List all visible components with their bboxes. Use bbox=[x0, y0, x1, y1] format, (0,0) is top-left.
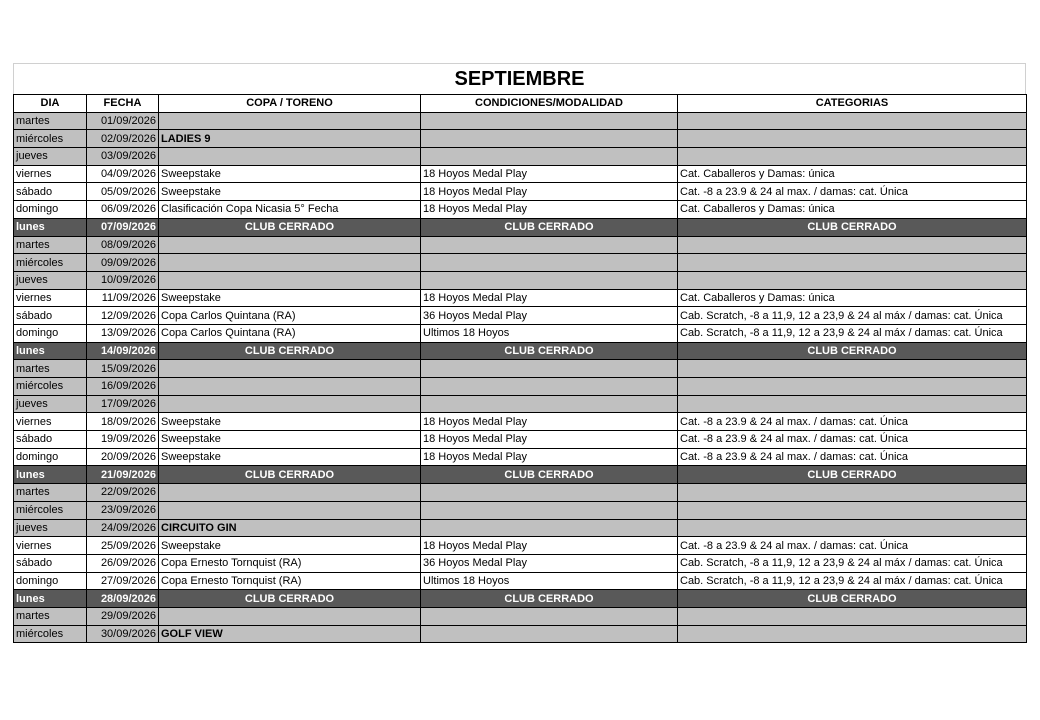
table-row bbox=[14, 625, 1027, 643]
cell-copa: Sweepstake bbox=[159, 413, 421, 431]
header-dia: DIA bbox=[14, 95, 87, 113]
table-row bbox=[14, 165, 1027, 183]
cell-condiciones bbox=[421, 148, 678, 166]
table-row bbox=[14, 378, 1027, 396]
cell-condiciones: 18 Hoyos Medal Play bbox=[421, 201, 678, 219]
schedule-body bbox=[14, 112, 1027, 643]
cell-fecha: 27/09/2026 bbox=[87, 572, 159, 590]
cell-condiciones: 18 Hoyos Medal Play bbox=[421, 537, 678, 555]
cell-fecha: 17/09/2026 bbox=[87, 395, 159, 413]
cell-condiciones: CLUB CERRADO bbox=[421, 590, 678, 608]
cell-fecha: 29/09/2026 bbox=[87, 607, 159, 625]
cell-copa: LADIES 9 bbox=[159, 130, 421, 148]
cell-copa bbox=[159, 271, 421, 289]
cell-fecha: 16/09/2026 bbox=[87, 378, 159, 396]
cell-fecha: 18/09/2026 bbox=[87, 413, 159, 431]
cell-fecha: 20/09/2026 bbox=[87, 448, 159, 466]
cell-fecha: 13/09/2026 bbox=[87, 324, 159, 342]
cell-dia: lunes bbox=[14, 466, 87, 484]
table-row bbox=[14, 607, 1027, 625]
table-row bbox=[14, 466, 1027, 484]
cell-condiciones bbox=[421, 519, 678, 537]
table-row bbox=[14, 342, 1027, 360]
cell-copa: CLUB CERRADO bbox=[159, 342, 421, 360]
cell-categorias bbox=[678, 254, 1027, 272]
cell-fecha: 07/09/2026 bbox=[87, 218, 159, 236]
table-row bbox=[14, 554, 1027, 572]
cell-categorias: CLUB CERRADO bbox=[678, 218, 1027, 236]
cell-copa bbox=[159, 112, 421, 130]
table-row bbox=[14, 324, 1027, 342]
cell-fecha: 26/09/2026 bbox=[87, 554, 159, 572]
cell-categorias: CLUB CERRADO bbox=[678, 466, 1027, 484]
cell-condiciones: 18 Hoyos Medal Play bbox=[421, 183, 678, 201]
cell-dia: viernes bbox=[14, 289, 87, 307]
cell-dia: miércoles bbox=[14, 254, 87, 272]
cell-categorias bbox=[678, 360, 1027, 378]
table-row bbox=[14, 395, 1027, 413]
table-row bbox=[14, 201, 1027, 219]
cell-dia: domingo bbox=[14, 572, 87, 590]
cell-fecha: 15/09/2026 bbox=[87, 360, 159, 378]
cell-dia: martes bbox=[14, 607, 87, 625]
table-row bbox=[14, 307, 1027, 325]
cell-copa: CIRCUITO GIN bbox=[159, 519, 421, 537]
cell-categorias bbox=[678, 130, 1027, 148]
cell-copa: Copa Ernesto Tornquist (RA) bbox=[159, 554, 421, 572]
table-row bbox=[14, 112, 1027, 130]
cell-fecha: 04/09/2026 bbox=[87, 165, 159, 183]
cell-copa: Sweepstake bbox=[159, 448, 421, 466]
cell-copa: Copa Carlos Quintana (RA) bbox=[159, 324, 421, 342]
cell-categorias bbox=[678, 148, 1027, 166]
cell-dia: martes bbox=[14, 112, 87, 130]
cell-copa: CLUB CERRADO bbox=[159, 218, 421, 236]
table-row bbox=[14, 448, 1027, 466]
cell-dia: lunes bbox=[14, 590, 87, 608]
cell-condiciones: Ultimos 18 Hoyos bbox=[421, 324, 678, 342]
cell-fecha: 21/09/2026 bbox=[87, 466, 159, 484]
cell-categorias bbox=[678, 236, 1027, 254]
cell-categorias: Cab. Scratch, -8 a 11,9, 12 a 23,9 & 24 al máx / damas: cat. Única bbox=[678, 554, 1027, 572]
cell-categorias bbox=[678, 625, 1027, 643]
cell-condiciones: 18 Hoyos Medal Play bbox=[421, 289, 678, 307]
cell-fecha: 24/09/2026 bbox=[87, 519, 159, 537]
cell-dia: martes bbox=[14, 484, 87, 502]
cell-condiciones bbox=[421, 254, 678, 272]
cell-categorias: Cat. Caballeros y Damas: única bbox=[678, 201, 1027, 219]
cell-dia: sábado bbox=[14, 554, 87, 572]
cell-condiciones bbox=[421, 378, 678, 396]
cell-categorias: Cat. Caballeros y Damas: única bbox=[678, 165, 1027, 183]
cell-categorias bbox=[678, 271, 1027, 289]
cell-dia: lunes bbox=[14, 342, 87, 360]
cell-fecha: 23/09/2026 bbox=[87, 501, 159, 519]
cell-categorias: Cat. -8 a 23.9 & 24 al max. / damas: cat. Única bbox=[678, 431, 1027, 449]
cell-fecha: 06/09/2026 bbox=[87, 201, 159, 219]
cell-fecha: 25/09/2026 bbox=[87, 537, 159, 555]
cell-copa: GOLF VIEW bbox=[159, 625, 421, 643]
cell-condiciones bbox=[421, 271, 678, 289]
cell-categorias: Cat. -8 a 23.9 & 24 al max. / damas: cat. Única bbox=[678, 537, 1027, 555]
table-row bbox=[14, 254, 1027, 272]
cell-categorias bbox=[678, 519, 1027, 537]
cell-dia: domingo bbox=[14, 201, 87, 219]
cell-condiciones bbox=[421, 625, 678, 643]
cell-dia: viernes bbox=[14, 537, 87, 555]
cell-condiciones: 18 Hoyos Medal Play bbox=[421, 431, 678, 449]
cell-condiciones: 18 Hoyos Medal Play bbox=[421, 165, 678, 183]
cell-dia: miércoles bbox=[14, 130, 87, 148]
cell-copa: CLUB CERRADO bbox=[159, 466, 421, 484]
cell-condiciones bbox=[421, 236, 678, 254]
cell-condiciones bbox=[421, 484, 678, 502]
table-row bbox=[14, 183, 1027, 201]
cell-categorias bbox=[678, 607, 1027, 625]
cell-dia: jueves bbox=[14, 148, 87, 166]
table-row bbox=[14, 236, 1027, 254]
cell-categorias bbox=[678, 501, 1027, 519]
cell-categorias: Cab. Scratch, -8 a 11,9, 12 a 23,9 & 24 al máx / damas: cat. Única bbox=[678, 324, 1027, 342]
cell-condiciones bbox=[421, 112, 678, 130]
cell-copa: Sweepstake bbox=[159, 431, 421, 449]
table-row bbox=[14, 148, 1027, 166]
cell-dia: miércoles bbox=[14, 501, 87, 519]
schedule-sheet bbox=[13, 63, 1026, 643]
cell-dia: jueves bbox=[14, 271, 87, 289]
cell-fecha: 30/09/2026 bbox=[87, 625, 159, 643]
cell-copa: Sweepstake bbox=[159, 537, 421, 555]
cell-categorias: Cab. Scratch, -8 a 11,9, 12 a 23,9 & 24 al máx / damas: cat. Única bbox=[678, 307, 1027, 325]
cell-condiciones: CLUB CERRADO bbox=[421, 218, 678, 236]
cell-fecha: 03/09/2026 bbox=[87, 148, 159, 166]
table-row bbox=[14, 218, 1027, 236]
cell-copa: Sweepstake bbox=[159, 165, 421, 183]
cell-copa bbox=[159, 378, 421, 396]
cell-condiciones bbox=[421, 607, 678, 625]
cell-fecha: 01/09/2026 bbox=[87, 112, 159, 130]
cell-fecha: 19/09/2026 bbox=[87, 431, 159, 449]
cell-copa bbox=[159, 360, 421, 378]
cell-dia: sábado bbox=[14, 307, 87, 325]
cell-dia: viernes bbox=[14, 165, 87, 183]
cell-copa bbox=[159, 236, 421, 254]
table-row bbox=[14, 360, 1027, 378]
cell-dia: miércoles bbox=[14, 625, 87, 643]
cell-condiciones: 18 Hoyos Medal Play bbox=[421, 413, 678, 431]
cell-condiciones: 36 Hoyos Medal Play bbox=[421, 554, 678, 572]
table-row bbox=[14, 537, 1027, 555]
cell-fecha: 22/09/2026 bbox=[87, 484, 159, 502]
cell-fecha: 14/09/2026 bbox=[87, 342, 159, 360]
cell-dia: viernes bbox=[14, 413, 87, 431]
cell-condiciones: Ultimos 18 Hoyos bbox=[421, 572, 678, 590]
cell-condiciones bbox=[421, 395, 678, 413]
cell-copa: Copa Carlos Quintana (RA) bbox=[159, 307, 421, 325]
cell-categorias bbox=[678, 395, 1027, 413]
table-row bbox=[14, 590, 1027, 608]
cell-copa: Sweepstake bbox=[159, 183, 421, 201]
header-copa: COPA / TORENO bbox=[159, 95, 421, 113]
cell-copa bbox=[159, 607, 421, 625]
table-row bbox=[14, 130, 1027, 148]
schedule-table bbox=[13, 94, 1027, 643]
cell-fecha: 08/09/2026 bbox=[87, 236, 159, 254]
table-row bbox=[14, 289, 1027, 307]
cell-copa bbox=[159, 148, 421, 166]
cell-categorias: CLUB CERRADO bbox=[678, 342, 1027, 360]
cell-dia: domingo bbox=[14, 448, 87, 466]
header-categorias: CATEGORIAS bbox=[678, 95, 1027, 113]
table-row bbox=[14, 519, 1027, 537]
cell-fecha: 09/09/2026 bbox=[87, 254, 159, 272]
cell-dia: domingo bbox=[14, 324, 87, 342]
cell-copa: Clasificación Copa Nicasia 5° Fecha bbox=[159, 201, 421, 219]
cell-fecha: 12/09/2026 bbox=[87, 307, 159, 325]
cell-fecha: 02/09/2026 bbox=[87, 130, 159, 148]
cell-copa bbox=[159, 484, 421, 502]
month-title: SEPTIEMBRE bbox=[13, 63, 1026, 94]
cell-dia: jueves bbox=[14, 519, 87, 537]
table-row bbox=[14, 572, 1027, 590]
cell-condiciones: CLUB CERRADO bbox=[421, 342, 678, 360]
cell-condiciones: 36 Hoyos Medal Play bbox=[421, 307, 678, 325]
cell-dia: martes bbox=[14, 236, 87, 254]
header-fecha: FECHA bbox=[87, 95, 159, 113]
header-condiciones: CONDICIONES/MODALIDAD bbox=[421, 95, 678, 113]
cell-categorias: Cat. Caballeros y Damas: única bbox=[678, 289, 1027, 307]
cell-condiciones: CLUB CERRADO bbox=[421, 466, 678, 484]
cell-categorias: Cat. -8 a 23.9 & 24 al max. / damas: cat. Única bbox=[678, 448, 1027, 466]
cell-dia: sábado bbox=[14, 431, 87, 449]
cell-categorias: CLUB CERRADO bbox=[678, 590, 1027, 608]
cell-fecha: 10/09/2026 bbox=[87, 271, 159, 289]
cell-dia: martes bbox=[14, 360, 87, 378]
cell-copa: Sweepstake bbox=[159, 289, 421, 307]
cell-categorias: Cat. -8 a 23.9 & 24 al max. / damas: cat. Única bbox=[678, 183, 1027, 201]
cell-fecha: 11/09/2026 bbox=[87, 289, 159, 307]
header-row bbox=[14, 95, 1027, 113]
cell-categorias bbox=[678, 378, 1027, 396]
cell-dia: sábado bbox=[14, 183, 87, 201]
table-row bbox=[14, 484, 1027, 502]
table-row bbox=[14, 431, 1027, 449]
cell-copa bbox=[159, 254, 421, 272]
cell-categorias bbox=[678, 112, 1027, 130]
cell-categorias bbox=[678, 484, 1027, 502]
cell-condiciones bbox=[421, 360, 678, 378]
table-row bbox=[14, 271, 1027, 289]
cell-copa: CLUB CERRADO bbox=[159, 590, 421, 608]
cell-fecha: 05/09/2026 bbox=[87, 183, 159, 201]
cell-condiciones bbox=[421, 501, 678, 519]
cell-dia: jueves bbox=[14, 395, 87, 413]
table-row bbox=[14, 413, 1027, 431]
cell-dia: lunes bbox=[14, 218, 87, 236]
cell-condiciones bbox=[421, 130, 678, 148]
cell-categorias: Cat. -8 a 23.9 & 24 al max. / damas: cat. Única bbox=[678, 413, 1027, 431]
cell-copa bbox=[159, 395, 421, 413]
cell-copa bbox=[159, 501, 421, 519]
cell-condiciones: 18 Hoyos Medal Play bbox=[421, 448, 678, 466]
cell-copa: Copa Ernesto Tornquist (RA) bbox=[159, 572, 421, 590]
cell-dia: miércoles bbox=[14, 378, 87, 396]
cell-categorias: Cab. Scratch, -8 a 11,9, 12 a 23,9 & 24 al máx / damas: cat. Única bbox=[678, 572, 1027, 590]
table-row bbox=[14, 501, 1027, 519]
cell-fecha: 28/09/2026 bbox=[87, 590, 159, 608]
